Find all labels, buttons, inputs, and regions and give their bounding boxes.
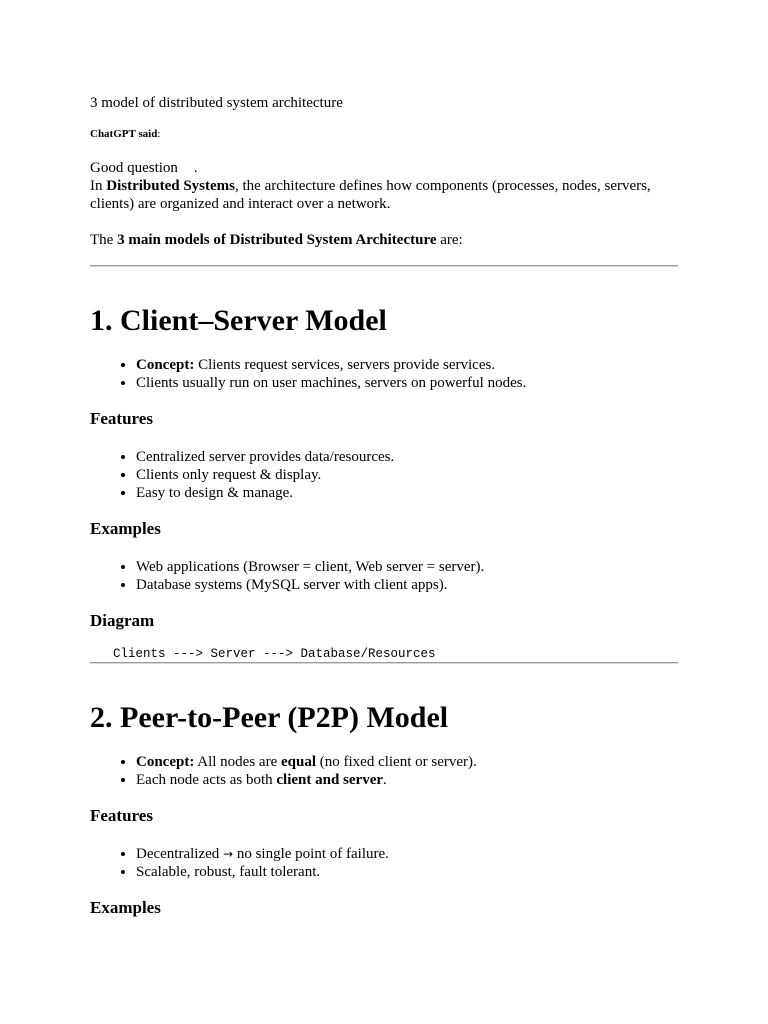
feature-text: Decentralized [136, 846, 224, 862]
section1-examples-heading: Examples [90, 519, 161, 538]
section2-features-list [90, 845, 389, 881]
concept-text-cont: (no fixed client or server). [316, 754, 477, 770]
section1-features-heading: Features [90, 409, 153, 428]
concept-label: Concept: [136, 754, 195, 770]
section2-concept-list [90, 753, 477, 789]
concept-label: Concept: [136, 357, 195, 373]
section2-features-heading: Features [90, 806, 153, 825]
section1-features-list [90, 448, 394, 502]
divider [90, 265, 678, 267]
node-bold: client and server [276, 772, 384, 788]
intro-paragraph-line1 [90, 177, 651, 195]
list-item: • Clients only request & display. [136, 466, 394, 484]
greeting [90, 159, 198, 177]
concept-bold: equal [280, 754, 316, 770]
list-item: • Centralized server provides data/resources. [136, 448, 394, 466]
intro-text: In [90, 178, 107, 194]
user-prompt: 3 model of distributed system architecture [90, 95, 343, 111]
list-item: • Scalable, robust, fault tolerant. [136, 863, 389, 881]
list-item: • Easy to design & manage. [136, 484, 394, 502]
intro-text-cont: , the architecture defines how components (processes, nodes, servers, [235, 178, 651, 194]
list-item: • Database systems (MySQL server with client apps). [136, 576, 484, 594]
list-item: • Clients usually run on user machines, servers on powerful nodes. [136, 374, 526, 392]
speaker-name: ChatGPT said [90, 128, 158, 140]
summary-text-cont: are: [436, 232, 463, 248]
greeting-text: Good question [90, 160, 178, 176]
section1-heading: 1. Client–Server Model [90, 304, 387, 337]
section1-diagram-heading: Diagram [90, 611, 155, 630]
speaker-label [90, 128, 160, 141]
intro-bold: Distributed Systems [106, 178, 236, 194]
speaker-colon: : [157, 128, 161, 140]
concept-text: All nodes are [194, 754, 281, 770]
section2-heading: 2. Peer-to-Peer (P2P) Model [90, 701, 449, 734]
section2-examples-heading: Examples [90, 898, 161, 917]
list-item [136, 845, 389, 863]
right-arrow-icon: → [223, 847, 234, 861]
node-text-cont: . [383, 772, 387, 788]
diagram-code-block: Clients ---> Server ---> Database/Resources [113, 647, 436, 661]
list-item [136, 356, 526, 374]
divider [90, 662, 678, 664]
intro-paragraph-line2: clients) are organized and interact over a network. [90, 196, 391, 212]
node-text: Each node acts as both [136, 772, 277, 788]
summary-bold: 3 main models of Distributed System Architecture [117, 232, 437, 248]
greeting-tail: . [193, 160, 198, 176]
list-item: • Web applications (Browser = client, Web server = server). [136, 558, 484, 576]
list-item [136, 771, 477, 789]
section1-concept-list [90, 356, 526, 392]
summary-text: The [90, 232, 118, 248]
list-item [136, 753, 477, 771]
section1-examples-list [90, 558, 484, 594]
intro-summary [90, 231, 463, 249]
feature-text-cont: no single point of failure. [233, 846, 389, 862]
concept-text: Clients request services, servers provide services. [194, 357, 496, 373]
